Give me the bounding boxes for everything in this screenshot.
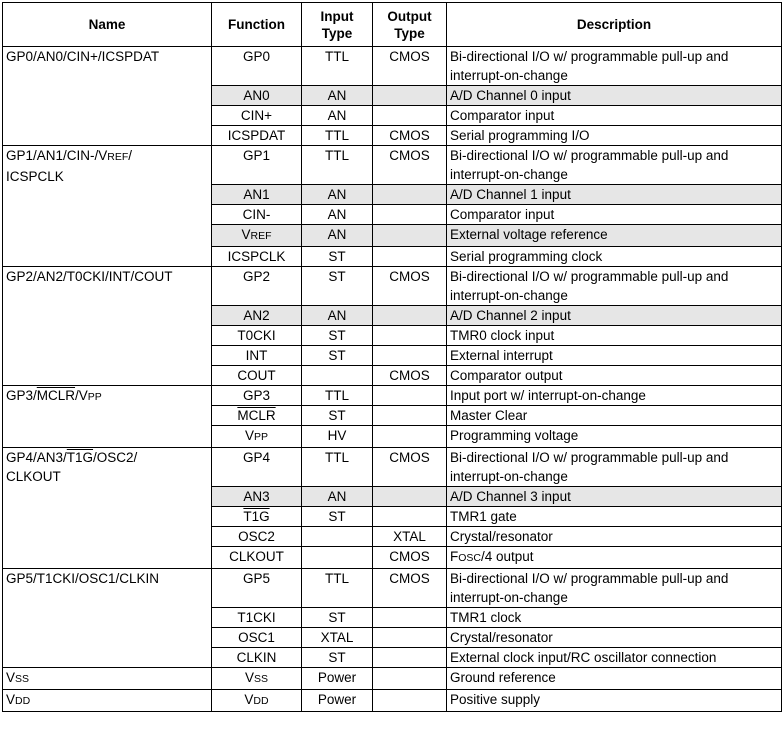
input-type-cell: ST: [302, 608, 373, 628]
output-type-cell: [373, 426, 447, 448]
description-cell: A/D Channel 1 input: [447, 185, 782, 205]
output-type-cell: [373, 346, 447, 366]
output-type-cell: [373, 185, 447, 205]
function-cell: OSC1: [212, 628, 302, 648]
description-cell: Bi-directional I/O w/ programmable pull-up and interrupt-on-change: [447, 569, 782, 608]
function-cell: T1G: [212, 507, 302, 527]
output-type-cell: [373, 406, 447, 426]
output-type-cell: CMOS: [373, 267, 447, 306]
function-cell: GP4: [212, 448, 302, 487]
output-type-cell: [373, 668, 447, 690]
table-row: [3, 146, 782, 185]
input-type-cell: TTL: [302, 146, 373, 185]
function-cell: VSS: [212, 668, 302, 690]
output-type-cell: [373, 225, 447, 247]
function-cell: VPP: [212, 426, 302, 448]
output-type-cell: CMOS: [373, 47, 447, 86]
input-type-cell: ST: [302, 648, 373, 668]
description-cell: Comparator input: [447, 106, 782, 126]
table-row: [3, 267, 782, 306]
description-cell: Serial programming clock: [447, 247, 782, 267]
header-output-type: Output Type: [373, 3, 447, 47]
description-cell: Comparator input: [447, 205, 782, 225]
output-type-cell: [373, 690, 447, 712]
input-type-cell: TTL: [302, 569, 373, 608]
description-cell: TMR1 gate: [447, 507, 782, 527]
function-cell: INT: [212, 346, 302, 366]
input-type-cell: AN: [302, 86, 373, 106]
input-type-cell: AN: [302, 225, 373, 247]
description-cell: Input port w/ interrupt-on-change: [447, 386, 782, 406]
output-type-cell: CMOS: [373, 547, 447, 569]
description-cell: FOSC/4 output: [447, 547, 782, 569]
header-function: Function: [212, 3, 302, 47]
function-cell: VDD: [212, 690, 302, 712]
output-type-cell: [373, 628, 447, 648]
input-type-cell: ST: [302, 406, 373, 426]
function-cell: GP3: [212, 386, 302, 406]
function-cell: COUT: [212, 366, 302, 386]
function-cell: AN3: [212, 487, 302, 507]
input-type-cell: TTL: [302, 47, 373, 86]
description-cell: TMR1 clock: [447, 608, 782, 628]
table-row: [3, 690, 782, 712]
function-cell: T1CKI: [212, 608, 302, 628]
output-type-cell: [373, 86, 447, 106]
table-row: [3, 668, 782, 690]
input-type-cell: Power: [302, 690, 373, 712]
output-type-cell: CMOS: [373, 569, 447, 608]
function-cell: VREF: [212, 225, 302, 247]
input-type-cell: [302, 366, 373, 386]
input-type-cell: AN: [302, 306, 373, 326]
table-row: [3, 448, 782, 487]
input-type-cell: TTL: [302, 386, 373, 406]
input-type-cell: ST: [302, 267, 373, 306]
description-cell: Bi-directional I/O w/ programmable pull-up and interrupt-on-change: [447, 448, 782, 487]
output-type-cell: [373, 326, 447, 346]
description-cell: Crystal/resonator: [447, 527, 782, 547]
description-cell: Comparator output: [447, 366, 782, 386]
description-cell: Crystal/resonator: [447, 628, 782, 648]
pin-name: VSS: [3, 668, 212, 690]
function-cell: ICSPDAT: [212, 126, 302, 146]
description-cell: Serial programming I/O: [447, 126, 782, 146]
output-type-cell: CMOS: [373, 126, 447, 146]
output-type-cell: CMOS: [373, 146, 447, 185]
input-type-cell: AN: [302, 205, 373, 225]
input-type-cell: AN: [302, 487, 373, 507]
pin-name: GP5/T1CKI/OSC1/CLKIN: [3, 569, 212, 668]
function-cell: CIN-: [212, 205, 302, 225]
table-row: [3, 47, 782, 86]
function-cell: CIN+: [212, 106, 302, 126]
function-cell: GP2: [212, 267, 302, 306]
function-cell: ICSPCLK: [212, 247, 302, 267]
function-cell: GP0: [212, 47, 302, 86]
description-cell: Ground reference: [447, 668, 782, 690]
function-cell: GP1: [212, 146, 302, 185]
output-type-cell: [373, 205, 447, 225]
description-cell: External clock input/RC oscillator connection: [447, 648, 782, 668]
input-type-cell: [302, 527, 373, 547]
description-cell: A/D Channel 3 input: [447, 487, 782, 507]
pin-name: GP0/AN0/CIN+/ICSPDAT: [3, 47, 212, 146]
input-type-cell: ST: [302, 346, 373, 366]
table-row: [3, 569, 782, 608]
function-cell: CLKIN: [212, 648, 302, 668]
description-cell: A/D Channel 0 input: [447, 86, 782, 106]
description-cell: Programming voltage: [447, 426, 782, 448]
pin-name: VDD: [3, 690, 212, 712]
description-cell: Bi-directional I/O w/ programmable pull-up and interrupt-on-change: [447, 47, 782, 86]
description-cell: A/D Channel 2 input: [447, 306, 782, 326]
output-type-cell: [373, 487, 447, 507]
input-type-cell: ST: [302, 326, 373, 346]
input-type-cell: TTL: [302, 448, 373, 487]
table-row: [3, 386, 782, 406]
description-cell: Positive supply: [447, 690, 782, 712]
input-type-cell: XTAL: [302, 628, 373, 648]
function-cell: AN1: [212, 185, 302, 205]
description-cell: External interrupt: [447, 346, 782, 366]
description-cell: TMR0 clock input: [447, 326, 782, 346]
function-cell: MCLR: [212, 406, 302, 426]
description-cell: Bi-directional I/O w/ programmable pull-up and interrupt-on-change: [447, 146, 782, 185]
pin-name: GP2/AN2/T0CKI/INT/COUT: [3, 267, 212, 386]
input-type-cell: AN: [302, 185, 373, 205]
header-input-type: Input Type: [302, 3, 373, 47]
output-type-cell: [373, 106, 447, 126]
input-type-cell: HV: [302, 426, 373, 448]
header-description: Description: [447, 3, 782, 47]
function-cell: CLKOUT: [212, 547, 302, 569]
description-cell: Bi-directional I/O w/ programmable pull-up and interrupt-on-change: [447, 267, 782, 306]
input-type-cell: ST: [302, 507, 373, 527]
output-type-cell: [373, 648, 447, 668]
output-type-cell: [373, 386, 447, 406]
function-cell: AN2: [212, 306, 302, 326]
input-type-cell: AN: [302, 106, 373, 126]
function-cell: AN0: [212, 86, 302, 106]
header-row: [3, 3, 782, 47]
input-type-cell: [302, 547, 373, 569]
description-cell: External voltage reference: [447, 225, 782, 247]
output-type-cell: CMOS: [373, 366, 447, 386]
output-type-cell: [373, 247, 447, 267]
description-cell: Master Clear: [447, 406, 782, 426]
output-type-cell: XTAL: [373, 527, 447, 547]
input-type-cell: ST: [302, 247, 373, 267]
input-type-cell: TTL: [302, 126, 373, 146]
pin-description-table: [2, 2, 782, 712]
pin-name: GP4/AN3/T1G/OSC2/ CLKOUT: [3, 448, 212, 569]
header-name: Name: [3, 3, 212, 47]
function-cell: OSC2: [212, 527, 302, 547]
function-cell: GP5: [212, 569, 302, 608]
output-type-cell: [373, 306, 447, 326]
output-type-cell: [373, 608, 447, 628]
pin-name: GP1/AN1/CIN-/VREF/ ICSPCLK: [3, 146, 212, 267]
function-cell: T0CKI: [212, 326, 302, 346]
output-type-cell: [373, 507, 447, 527]
pin-name: GP3/MCLR/VPP: [3, 386, 212, 448]
input-type-cell: Power: [302, 668, 373, 690]
output-type-cell: CMOS: [373, 448, 447, 487]
